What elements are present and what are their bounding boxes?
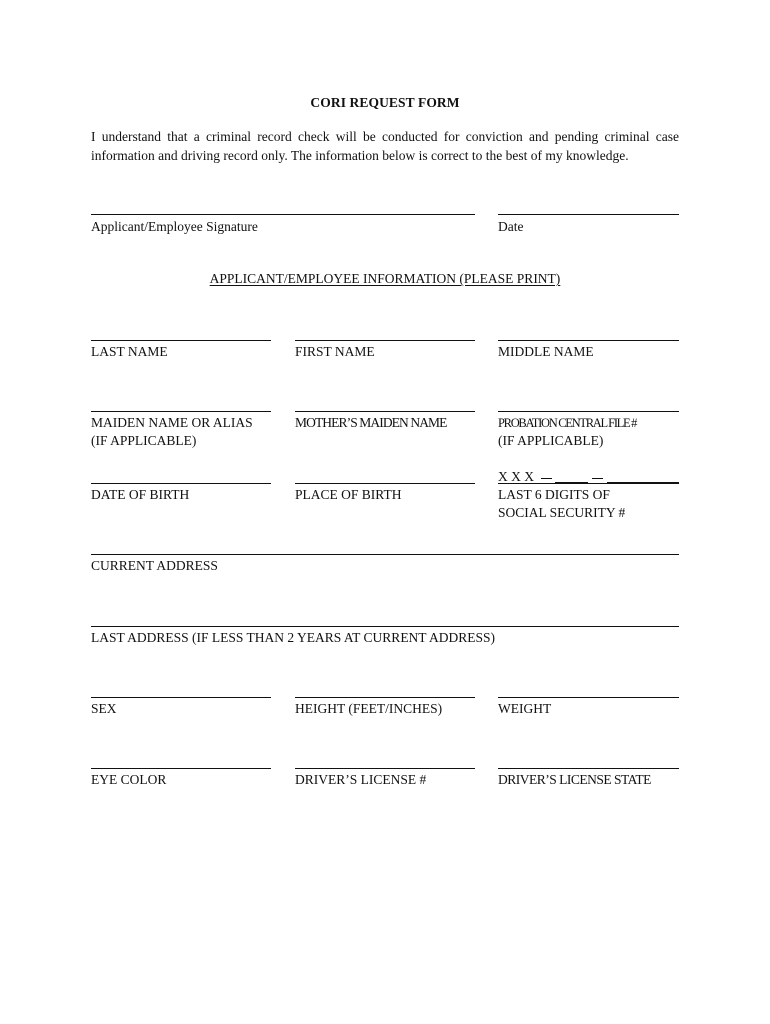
first-name-line[interactable] [295,340,475,341]
date-of-birth-label: DATE OF BIRTH [91,487,190,502]
first-name-label: FIRST NAME [295,344,375,359]
ssn-sublabel: SOCIAL SECURITY # [498,505,626,520]
drivers-license-label: DRIVER’S LICENSE # [295,772,427,787]
ssn-dash-2 [592,478,603,479]
ssn-label: LAST 6 DIGITS OF [498,487,610,502]
last-name-line[interactable] [91,340,271,341]
ssn-dash-1 [541,478,552,479]
date-label: Date [498,219,524,234]
signature-label: Applicant/Employee Signature [91,219,258,234]
last-address-label: LAST ADDRESS (IF LESS THAN 2 YEARS AT CURRENT ADDRESS) [91,630,495,645]
mothers-maiden-name-line[interactable] [295,411,475,412]
signature-line[interactable] [91,214,475,215]
drivers-license-state-line[interactable] [498,768,679,769]
last-name-label: LAST NAME [91,344,168,359]
ssn-group-1-line[interactable] [555,482,588,483]
probation-file-line[interactable] [498,411,679,412]
current-address-line[interactable] [91,554,679,555]
mothers-maiden-name-label: MOTHER’S MAIDEN NAME [295,415,447,430]
section-title [0,271,770,287]
place-of-birth-label: PLACE OF BIRTH [295,487,402,502]
height-label: HEIGHT (FEET/INCHES) [295,701,443,716]
weight-line[interactable] [498,697,679,698]
maiden-name-line[interactable] [91,411,271,412]
height-line[interactable] [295,697,475,698]
intro-paragraph: I understand that a criminal record check will be conducted for conviction and pending criminal case information and driving record only. The information below is correct to the best of my knowledge. [91,129,679,163]
eye-color-line[interactable] [91,768,271,769]
sex-line[interactable] [91,697,271,698]
probation-file-label: PROBATION CENTRAL FILE # [498,416,637,430]
section-title-text: APPLICANT/EMPLOYEE INFORMATION (PLEASE PRINT) [209,271,561,286]
drivers-license-state-label: DRIVER’S LICENSE STATE [498,772,651,787]
drivers-license-line[interactable] [295,768,475,769]
maiden-name-label: MAIDEN NAME OR ALIAS [91,415,253,430]
middle-name-label: MIDDLE NAME [498,344,594,359]
sex-label: SEX [91,701,117,716]
date-line[interactable] [498,214,679,215]
form-title: CORI REQUEST FORM [310,95,460,110]
current-address-label: CURRENT ADDRESS [91,558,218,573]
place-of-birth-line[interactable] [295,483,475,484]
ssn-baseline [498,483,679,484]
middle-name-line[interactable] [498,340,679,341]
probation-file-sublabel: (IF APPLICABLE) [498,433,604,448]
ssn-prefix: X X X [498,469,534,484]
weight-label: WEIGHT [498,701,552,716]
eye-color-label: EYE COLOR [91,772,167,787]
maiden-name-sublabel: (IF APPLICABLE) [91,433,197,448]
ssn-group-2-line[interactable] [607,482,679,483]
last-address-line[interactable] [91,626,679,627]
date-of-birth-line[interactable] [91,483,271,484]
